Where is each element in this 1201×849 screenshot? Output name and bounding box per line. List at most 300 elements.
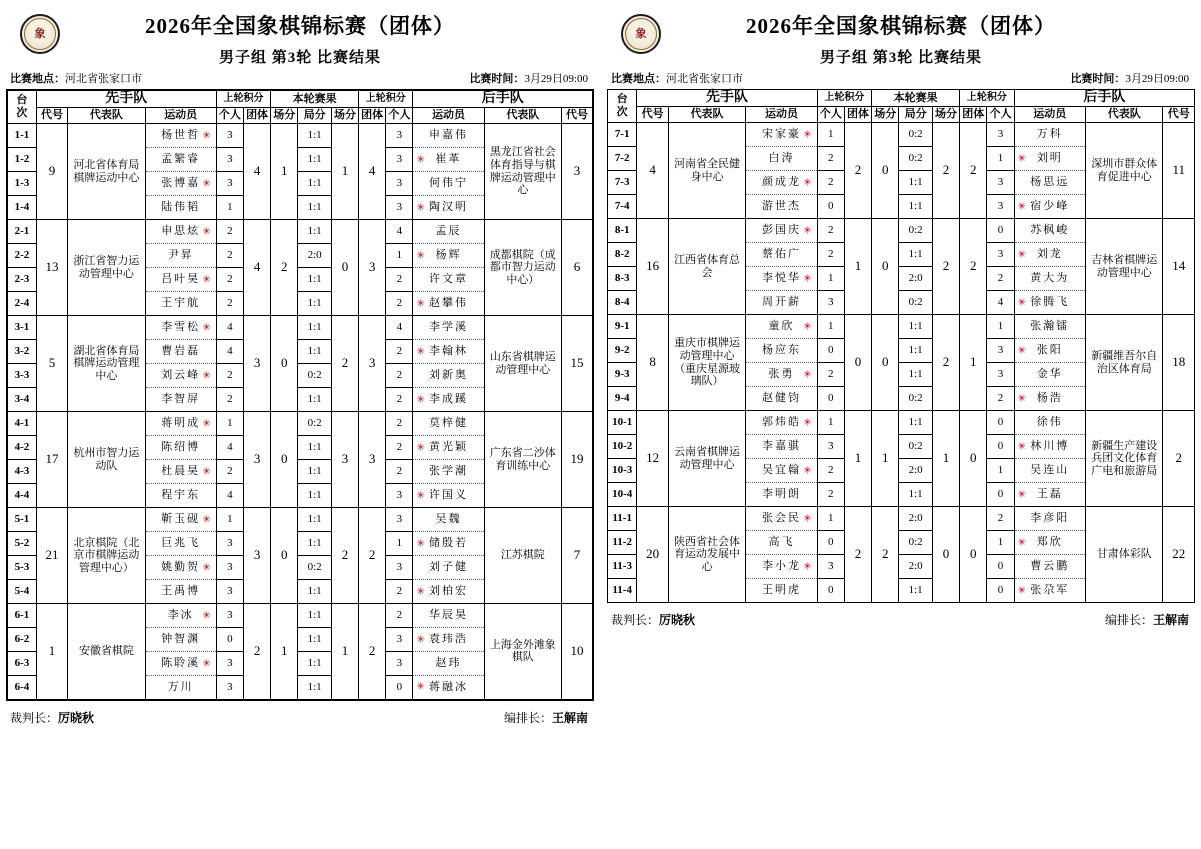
- game-result: 1:1: [298, 196, 331, 220]
- prev-individual: 3: [216, 676, 243, 700]
- prev-individual: 2: [216, 388, 243, 412]
- tai-cell: 6-1: [7, 604, 36, 628]
- player-name: 曹岩磊: [145, 340, 216, 364]
- col-team: 代表队: [484, 108, 561, 124]
- team-code: 17: [36, 412, 67, 508]
- team-code: 9: [36, 124, 67, 220]
- header-right: [607, 6, 1195, 68]
- star-icon: ✳: [1017, 344, 1029, 356]
- match-score-first: 0: [872, 123, 899, 219]
- match-score-first: 1: [271, 124, 298, 220]
- team-code: 12: [637, 411, 668, 507]
- opponent-player-name: ✳ 刘柏宏: [413, 580, 484, 604]
- col-code: 代号: [1163, 107, 1195, 123]
- opp-prev-group: 1: [960, 315, 987, 411]
- opp-prev-group: 3: [359, 316, 386, 412]
- arranger-label: 编排长：: [503, 710, 552, 725]
- prev-individual: 3: [216, 580, 243, 604]
- team-name: 安徽省棋院: [68, 604, 145, 700]
- table-row: [7, 220, 593, 244]
- opponent-player-name: 孟辰: [413, 220, 484, 244]
- player-name: 王禹博: [145, 580, 216, 604]
- opponent-player-name: 张瀚镭: [1014, 315, 1085, 339]
- tai-cell: 1-2: [7, 148, 36, 172]
- opp-prev-group: 2: [960, 123, 987, 219]
- col-second-team: 后手队: [413, 90, 593, 108]
- col-player: 运动员: [1014, 107, 1085, 123]
- tai-cell: 11-4: [608, 579, 637, 603]
- match-score-first: 0: [271, 316, 298, 412]
- col-player: 运动员: [413, 108, 484, 124]
- tai-cell: 4-3: [7, 460, 36, 484]
- tai-cell: 7-1: [608, 123, 637, 147]
- star-icon: ✳: [803, 368, 814, 380]
- referee-name: 厉晓秋: [58, 710, 95, 725]
- prev-individual: 2: [216, 364, 243, 388]
- match-score-first: 0: [271, 508, 298, 604]
- opp-prev-individual: 1: [987, 315, 1014, 339]
- col-code: 代号: [562, 108, 593, 124]
- star-icon: ✳: [803, 416, 814, 428]
- game-result: 1:1: [899, 315, 933, 339]
- star-icon: ✳: [202, 561, 213, 573]
- match-score-first: 0: [872, 315, 899, 411]
- opponent-team-code: 14: [1163, 219, 1195, 315]
- team-code: 5: [36, 316, 67, 412]
- prev-individual: 2: [817, 219, 844, 243]
- prev-individual: 1: [216, 196, 243, 220]
- prev-individual: 1: [216, 508, 243, 532]
- table-row: [608, 411, 1195, 435]
- game-result: 1:1: [298, 604, 331, 628]
- prev-individual: 3: [817, 435, 844, 459]
- game-result: 1:1: [298, 508, 331, 532]
- game-result: 2:0: [298, 244, 331, 268]
- player-name: 王宇航: [145, 292, 216, 316]
- time-label: 比赛时间：: [1070, 73, 1126, 85]
- player-name: 姚勤贺 ✳: [145, 556, 216, 580]
- arranger-name: 王解南: [1152, 613, 1189, 628]
- prev-individual: 2: [216, 244, 243, 268]
- col-group: 团体: [960, 107, 987, 123]
- player-name: 钟智渊: [145, 628, 216, 652]
- match-score-first: 2: [872, 507, 899, 603]
- prev-individual: 1: [216, 412, 243, 436]
- game-result: 1:1: [298, 628, 331, 652]
- game-result: 0:2: [899, 387, 933, 411]
- opp-prev-group: 0: [960, 411, 987, 507]
- page-title: 2026年全国象棋锦标赛（团体）: [145, 14, 455, 38]
- opponent-player-name: 刘新奥: [413, 364, 484, 388]
- tai-cell: 6-2: [7, 628, 36, 652]
- prev-individual: 3: [216, 148, 243, 172]
- opp-prev-individual: 2: [987, 267, 1014, 291]
- opp-prev-individual: 2: [386, 388, 413, 412]
- col-prev-points: 上轮积分: [359, 90, 413, 108]
- prev-individual: 3: [216, 652, 243, 676]
- tai-cell: 6-4: [7, 676, 36, 700]
- venue-label: 比赛地点：: [611, 73, 666, 85]
- tai-cell: 5-2: [7, 532, 36, 556]
- opponent-team-code: 18: [1163, 315, 1195, 411]
- player-name: 尹昇: [145, 244, 216, 268]
- prev-group: 1: [844, 411, 871, 507]
- opponent-player-name: 吴连山: [1014, 459, 1085, 483]
- prev-individual: 0: [817, 195, 844, 219]
- prev-individual: 1: [817, 315, 844, 339]
- col-player: 运动员: [145, 108, 216, 124]
- tai-cell: 2-4: [7, 292, 36, 316]
- opponent-player-name: ✳ 张尕军: [1014, 579, 1085, 603]
- player-name: 郭炜皓 ✳: [746, 411, 817, 435]
- venue-value: 河北省张家口市: [666, 73, 743, 85]
- opp-prev-individual: 3: [987, 171, 1014, 195]
- match-score-second: 0: [331, 220, 358, 316]
- panel-left: [0, 0, 600, 849]
- match-score-first: 2: [271, 220, 298, 316]
- player-name: 吴宜翰 ✳: [746, 459, 817, 483]
- game-result: 0:2: [899, 531, 933, 555]
- player-name: 宋家豪 ✳: [746, 123, 817, 147]
- prev-individual: 2: [216, 268, 243, 292]
- opponent-team-name: 黑龙江省社会体育指导与棋牌运动管理中心: [484, 124, 561, 220]
- star-icon: ✳: [416, 249, 427, 261]
- footer-left: [6, 701, 594, 726]
- prev-individual: 2: [216, 460, 243, 484]
- game-result: 0:2: [899, 291, 933, 315]
- opponent-player-name: ✳ 李翰林: [413, 340, 484, 364]
- opp-prev-individual: 3: [987, 363, 1014, 387]
- star-icon: ✳: [416, 441, 427, 453]
- team-name: 陕西省社会体育运动发展中心: [668, 507, 746, 603]
- referee-name: 厉晓秋: [659, 613, 696, 628]
- col-individual: 个人: [987, 107, 1014, 123]
- tai-cell: 4-4: [7, 484, 36, 508]
- opponent-team-code: 2: [1163, 411, 1195, 507]
- tai-cell: 3-1: [7, 316, 36, 340]
- opp-prev-individual: 2: [386, 460, 413, 484]
- opponent-player-name: 许文章: [413, 268, 484, 292]
- col-first-team: 先手队: [36, 90, 216, 108]
- col-team: 代表队: [68, 108, 145, 124]
- opp-prev-individual: 2: [386, 580, 413, 604]
- match-score-second: 1: [331, 124, 358, 220]
- panel-right: [601, 0, 1201, 849]
- prev-individual: 3: [216, 532, 243, 556]
- prev-individual: 3: [216, 124, 243, 148]
- col-this-round: 本轮赛果: [271, 90, 359, 108]
- match-score-second: 2: [932, 315, 959, 411]
- results-table-right: [607, 89, 1195, 603]
- tai-cell: 8-1: [608, 219, 637, 243]
- star-icon: ✳: [416, 393, 427, 405]
- tai-cell: 8-2: [608, 243, 637, 267]
- opponent-player-name: 赵玮: [413, 652, 484, 676]
- tai-cell: 1-1: [7, 124, 36, 148]
- col-group: 团体: [243, 108, 270, 124]
- table-row: [608, 315, 1195, 339]
- player-name: 李嘉骐: [746, 435, 817, 459]
- star-icon: ✳: [202, 273, 213, 285]
- team-code: 4: [637, 123, 668, 219]
- opponent-player-name: 莫梓健: [413, 412, 484, 436]
- prev-individual: 0: [817, 387, 844, 411]
- tai-cell: 1-4: [7, 196, 36, 220]
- team-name: 重庆市棋牌运动管理中心（重庆星源玻璃队）: [668, 315, 746, 411]
- tai-cell: 5-3: [7, 556, 36, 580]
- team-name: 杭州市智力运动队: [68, 412, 145, 508]
- player-name: 李明朗: [746, 483, 817, 507]
- time-value: 3月29日09:00: [524, 73, 588, 85]
- opp-prev-group: 4: [359, 124, 386, 220]
- opponent-team-name: 山东省棋牌运动管理中心: [484, 316, 561, 412]
- opp-prev-individual: 2: [386, 268, 413, 292]
- opponent-team-code: 19: [562, 412, 593, 508]
- opp-prev-group: 2: [359, 604, 386, 700]
- star-icon: ✳: [202, 657, 213, 669]
- arranger-label: 编排长：: [1104, 613, 1153, 628]
- opp-prev-individual: 0: [987, 411, 1014, 435]
- team-name: 江西省体育总会: [668, 219, 746, 315]
- tai-cell: 2-1: [7, 220, 36, 244]
- game-result: 1:1: [899, 483, 933, 507]
- star-icon: ✳: [202, 465, 213, 477]
- opp-prev-individual: 4: [386, 316, 413, 340]
- col-player: 运动员: [746, 107, 817, 123]
- tai-cell: 10-2: [608, 435, 637, 459]
- opponent-player-name: ✳ 赵攀伟: [413, 292, 484, 316]
- game-result: 1:1: [298, 484, 331, 508]
- match-score-first: 1: [271, 604, 298, 700]
- table-row: [7, 508, 593, 532]
- page-subtitle: 男子组 第3轮 比赛结果: [819, 50, 982, 66]
- opp-prev-individual: 3: [386, 196, 413, 220]
- prev-individual: 0: [817, 579, 844, 603]
- team-name: 浙江省智力运动管理中心: [68, 220, 145, 316]
- tai-cell: 4-1: [7, 412, 36, 436]
- opponent-team-code: 7: [562, 508, 593, 604]
- prev-group: 4: [243, 220, 270, 316]
- opponent-team-name: 上海金外滩象棋队: [484, 604, 561, 700]
- player-name: 李智屏: [145, 388, 216, 412]
- team-name: 云南省棋牌运动管理中心: [668, 411, 746, 507]
- opponent-team-name: 吉林省棋牌运动管理中心: [1085, 219, 1163, 315]
- game-result: 1:1: [298, 460, 331, 484]
- game-result: 1:1: [298, 292, 331, 316]
- game-result: 1:1: [298, 676, 331, 700]
- star-icon: ✳: [202, 609, 213, 621]
- star-icon: ✳: [803, 464, 814, 476]
- game-result: 1:1: [298, 124, 331, 148]
- prev-individual: 2: [817, 483, 844, 507]
- star-icon: ✳: [803, 128, 814, 140]
- prev-group: 3: [243, 412, 270, 508]
- star-icon: ✳: [803, 224, 814, 236]
- player-name: 陆伟韬: [145, 196, 216, 220]
- star-icon: ✳: [416, 585, 427, 597]
- prev-group: 2: [844, 507, 871, 603]
- opp-prev-individual: 0: [987, 219, 1014, 243]
- star-icon: ✳: [202, 129, 213, 141]
- opponent-player-name: 李彦阳: [1014, 507, 1085, 531]
- tai-cell: 2-2: [7, 244, 36, 268]
- star-icon: ✳: [803, 176, 814, 188]
- tai-cell: 10-4: [608, 483, 637, 507]
- player-name: 白涛: [746, 147, 817, 171]
- game-result: 1:1: [298, 268, 331, 292]
- tai-cell: 5-4: [7, 580, 36, 604]
- col-group: 团体: [844, 107, 871, 123]
- tai-cell: 9-3: [608, 363, 637, 387]
- prev-individual: 3: [216, 556, 243, 580]
- opp-prev-individual: 2: [987, 387, 1014, 411]
- player-name: 万川: [145, 676, 216, 700]
- footer-right: [607, 603, 1195, 628]
- arranger-name: 王解南: [551, 710, 588, 725]
- star-icon: ✳: [416, 537, 427, 549]
- opp-prev-individual: 2: [386, 412, 413, 436]
- opponent-team-code: 10: [562, 604, 593, 700]
- opp-prev-group: 3: [359, 412, 386, 508]
- player-name: 张会民 ✳: [746, 507, 817, 531]
- game-result: 1:1: [298, 172, 331, 196]
- opponent-player-name: 徐伟: [1014, 411, 1085, 435]
- player-name: 杨世哲 ✳: [145, 124, 216, 148]
- prev-group: 0: [844, 315, 871, 411]
- team-code: 13: [36, 220, 67, 316]
- player-name: 王明虎: [746, 579, 817, 603]
- opp-prev-individual: 0: [987, 483, 1014, 507]
- star-icon: ✳: [416, 297, 427, 309]
- opp-prev-group: 2: [960, 219, 987, 315]
- opp-prev-individual: 3: [987, 243, 1014, 267]
- tai-cell: 9-2: [608, 339, 637, 363]
- opp-prev-individual: 3: [987, 339, 1014, 363]
- match-score-first: 1: [872, 411, 899, 507]
- match-score-second: 2: [932, 219, 959, 315]
- opponent-player-name: 金华: [1014, 363, 1085, 387]
- player-name: 李雪松 ✳: [145, 316, 216, 340]
- opp-prev-individual: 2: [386, 436, 413, 460]
- tai-cell: 9-1: [608, 315, 637, 339]
- star-icon: ✳: [803, 512, 814, 524]
- game-result: 1:1: [298, 316, 331, 340]
- star-icon: ✳: [416, 201, 427, 213]
- col-group: 团体: [359, 108, 386, 124]
- opponent-player-name: ✳ 黄光颖: [413, 436, 484, 460]
- player-name: 杜晨昊 ✳: [145, 460, 216, 484]
- opp-prev-individual: 3: [386, 172, 413, 196]
- opponent-team-code: 15: [562, 316, 593, 412]
- game-result: 1:1: [298, 388, 331, 412]
- opp-prev-individual: 2: [386, 364, 413, 388]
- tai-cell: 11-2: [608, 531, 637, 555]
- opponent-player-name: ✳ 徐腾飞: [1014, 291, 1085, 315]
- star-icon: ✳: [1017, 392, 1029, 404]
- game-result: 1:1: [899, 363, 933, 387]
- opp-prev-individual: 3: [386, 148, 413, 172]
- col-game-score: 局分: [899, 107, 933, 123]
- time-label: 比赛时间：: [469, 73, 525, 85]
- opp-prev-individual: 3: [386, 652, 413, 676]
- opponent-player-name: 申嘉伟: [413, 124, 484, 148]
- prev-individual: 1: [817, 507, 844, 531]
- tai-cell: 11-3: [608, 555, 637, 579]
- col-prev-points: 上轮积分: [960, 90, 1015, 107]
- opp-prev-individual: 0: [386, 676, 413, 700]
- opp-prev-individual: 0: [987, 555, 1014, 579]
- opponent-team-name: 甘肃体彩队: [1085, 507, 1163, 603]
- opp-prev-individual: 2: [386, 340, 413, 364]
- time-value: 3月29日09:00: [1125, 73, 1189, 85]
- opp-prev-individual: 3: [386, 124, 413, 148]
- prev-individual: 2: [817, 171, 844, 195]
- opp-prev-individual: 3: [987, 195, 1014, 219]
- table-row: [608, 219, 1195, 243]
- opponent-player-name: ✳ 袁玮浩: [413, 628, 484, 652]
- player-name: 靳玉砚 ✳: [145, 508, 216, 532]
- game-result: 1:1: [298, 220, 331, 244]
- prev-individual: 3: [817, 555, 844, 579]
- col-game-score: 局分: [298, 108, 331, 124]
- opponent-player-name: ✳ 郑欣: [1014, 531, 1085, 555]
- prev-individual: 3: [216, 172, 243, 196]
- page-subtitle: 男子组 第3轮 比赛结果: [218, 50, 381, 66]
- opp-prev-individual: 4: [987, 291, 1014, 315]
- tai-cell: 3-4: [7, 388, 36, 412]
- col-code: 代号: [637, 107, 668, 123]
- game-result: 1:1: [899, 243, 933, 267]
- game-result: 0:2: [298, 364, 331, 388]
- opponent-team-name: 成都棋院（成都市智力运动中心）: [484, 220, 561, 316]
- col-second-team: 后手队: [1014, 90, 1194, 107]
- star-icon: ✳: [803, 272, 814, 284]
- opp-prev-individual: 1: [987, 459, 1014, 483]
- player-name: 童欣 ✳: [746, 315, 817, 339]
- star-icon: ✳: [202, 417, 213, 429]
- results-table-left: [6, 89, 594, 701]
- game-result: 0:2: [899, 147, 933, 171]
- col-prev-points: 上轮积分: [216, 90, 270, 108]
- opponent-player-name: 万科: [1014, 123, 1085, 147]
- player-name: 周开薪: [746, 291, 817, 315]
- player-name: 李小龙 ✳: [746, 555, 817, 579]
- opponent-player-name: 李学溪: [413, 316, 484, 340]
- table-row: [7, 124, 593, 148]
- opp-prev-individual: 3: [386, 508, 413, 532]
- tai-cell: 3-3: [7, 364, 36, 388]
- opponent-player-name: 吴魏: [413, 508, 484, 532]
- tai-cell: 1-3: [7, 172, 36, 196]
- star-icon: ✳: [416, 345, 427, 357]
- prev-individual: 1: [817, 123, 844, 147]
- player-name: 刘云峰 ✳: [145, 364, 216, 388]
- star-icon: ✳: [1017, 440, 1029, 452]
- star-icon: ✳: [202, 321, 213, 333]
- match-score-second: 2: [331, 316, 358, 412]
- prev-individual: 0: [216, 628, 243, 652]
- tai-cell: 11-1: [608, 507, 637, 531]
- game-result: 1:1: [899, 411, 933, 435]
- table-row: [608, 123, 1195, 147]
- star-icon: ✳: [202, 513, 213, 525]
- opp-prev-individual: 3: [386, 628, 413, 652]
- table-row: [608, 507, 1195, 531]
- game-result: 1:1: [298, 532, 331, 556]
- col-prev-points: 上轮积分: [817, 90, 872, 107]
- star-icon: ✳: [416, 489, 427, 501]
- opponent-player-name: 刘子健: [413, 556, 484, 580]
